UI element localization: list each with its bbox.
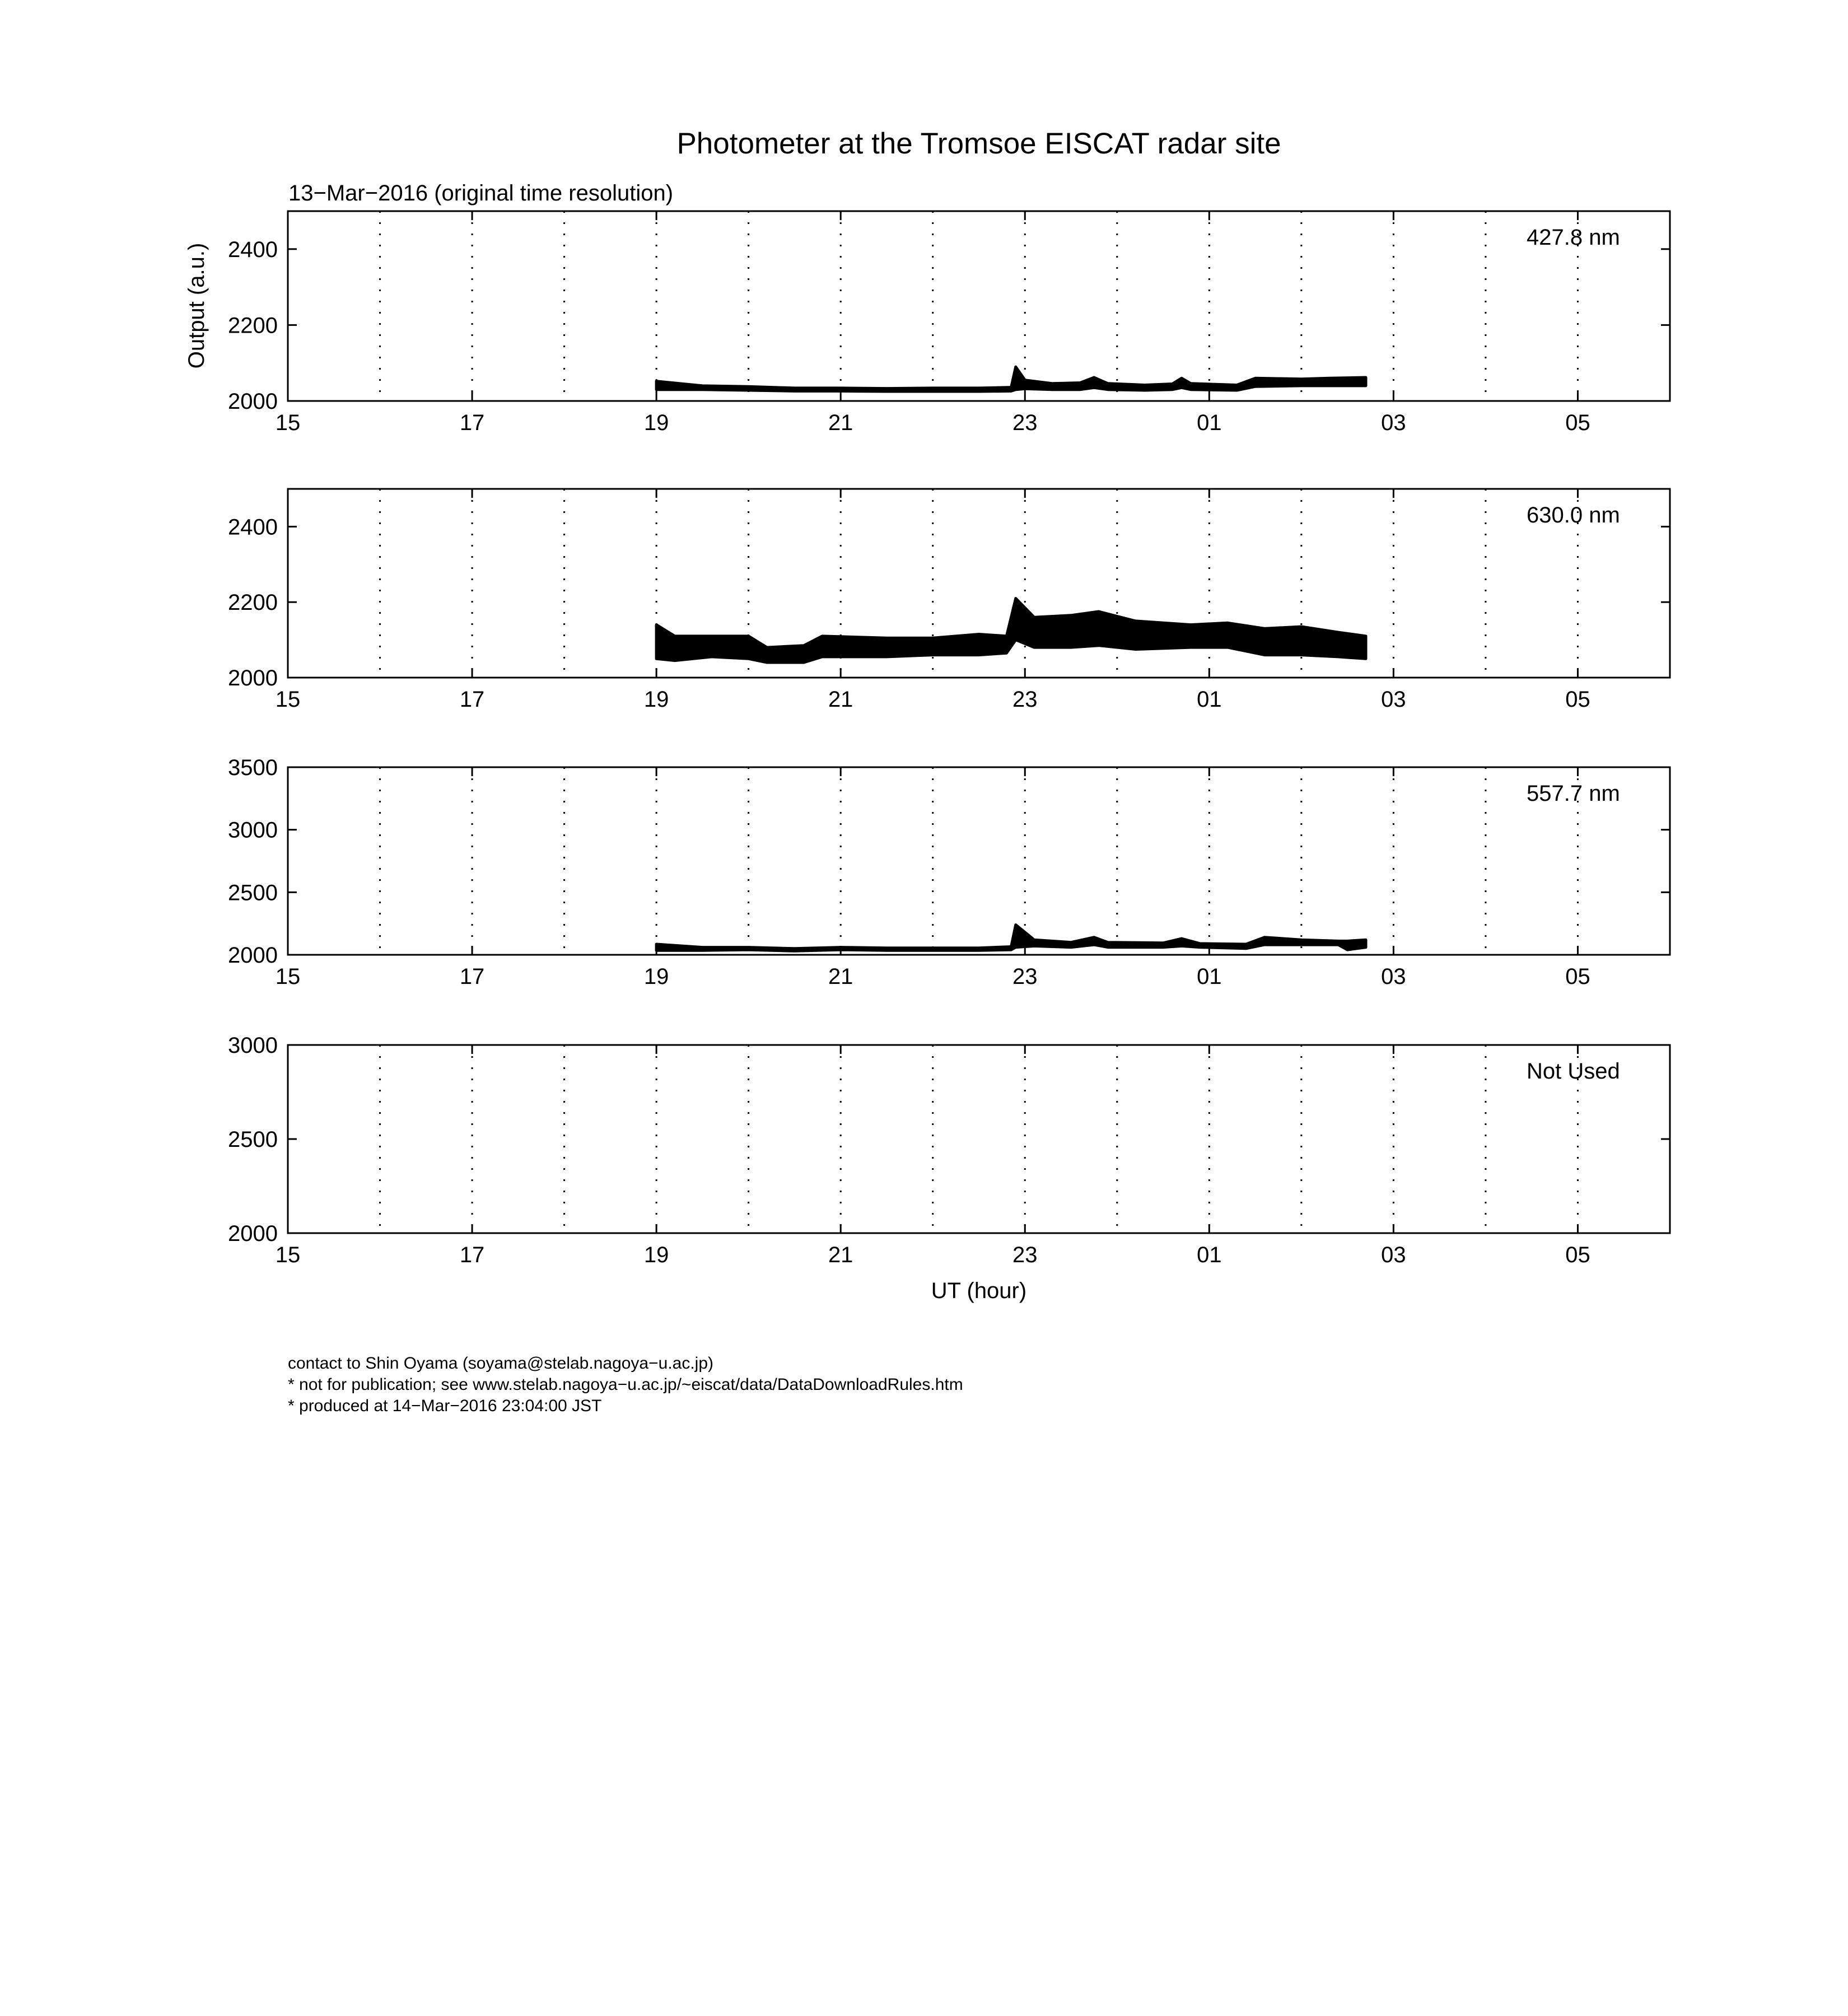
x-tick-label: 15 xyxy=(275,410,301,435)
x-tick-label: 15 xyxy=(275,687,301,712)
x-tick-label: 21 xyxy=(828,964,853,989)
data-trace xyxy=(656,925,1366,951)
x-tick-label: 21 xyxy=(828,1243,853,1267)
x-tick-label: 03 xyxy=(1381,1243,1406,1267)
x-tick-label: 21 xyxy=(828,410,853,435)
y-tick-label: 2500 xyxy=(228,880,278,906)
x-tick-label: 03 xyxy=(1381,964,1406,989)
figure-subtitle: 13−Mar−2016 (original time resolution) xyxy=(288,181,674,206)
x-tick-label: 19 xyxy=(643,1243,669,1267)
panel-label: Not Used xyxy=(1527,1059,1620,1084)
panel-427-8-nm xyxy=(228,211,1670,435)
panel-label: 557.7 nm xyxy=(1527,781,1620,806)
axes-frame xyxy=(288,767,1670,955)
y-tick-label: 2500 xyxy=(228,1127,278,1152)
y-axis-label: Output (a.u.) xyxy=(184,242,209,369)
y-tick-label: 3000 xyxy=(228,818,278,843)
axes-frame xyxy=(288,1045,1670,1233)
y-tick-label: 2000 xyxy=(228,1221,278,1246)
x-tick-label: 03 xyxy=(1381,410,1406,435)
x-axis-label: UT (hour) xyxy=(931,1278,1027,1303)
data-trace xyxy=(656,599,1366,663)
panel-630-0-nm xyxy=(228,489,1670,712)
axes-frame xyxy=(288,211,1670,401)
x-tick-label: 19 xyxy=(643,964,669,989)
x-tick-label: 15 xyxy=(275,1243,301,1267)
panel-557-7-nm xyxy=(228,755,1670,989)
y-tick-label: 3000 xyxy=(228,1033,278,1058)
footer-line-produced: * produced at 14−Mar−2016 23:04:00 JST xyxy=(288,1397,602,1415)
panel-label: 630.0 nm xyxy=(1527,503,1620,528)
x-tick-label: 21 xyxy=(828,687,853,712)
x-tick-label: 17 xyxy=(459,1243,485,1267)
footer-line-rules: * not for publication; see www.stelab.nagoya−u.ac.jp/~eiscat/data/DataDownloadRules.htm xyxy=(288,1375,963,1394)
y-tick-label: 2200 xyxy=(228,590,278,615)
x-tick-label: 23 xyxy=(1012,1243,1038,1267)
x-tick-label: 19 xyxy=(643,410,669,435)
x-tick-label: 05 xyxy=(1565,1243,1590,1267)
x-tick-label: 01 xyxy=(1197,410,1222,435)
y-tick-label: 2000 xyxy=(228,666,278,690)
data-trace xyxy=(656,367,1366,391)
x-tick-label: 23 xyxy=(1012,687,1038,712)
y-tick-label: 2400 xyxy=(228,515,278,540)
y-tick-label: 3500 xyxy=(228,755,278,780)
x-tick-label: 05 xyxy=(1565,410,1590,435)
x-tick-label: 03 xyxy=(1381,687,1406,712)
y-tick-label: 2400 xyxy=(228,237,278,262)
footer-line-contact: contact to Shin Oyama (soyama@stelab.nagoya−u.ac.jp) xyxy=(288,1354,714,1373)
panel-not-used xyxy=(228,1033,1670,1267)
x-tick-label: 01 xyxy=(1197,964,1222,989)
x-tick-label: 01 xyxy=(1197,687,1222,712)
y-tick-label: 2000 xyxy=(228,389,278,414)
x-tick-label: 17 xyxy=(459,687,485,712)
x-tick-label: 05 xyxy=(1565,964,1590,989)
x-tick-label: 23 xyxy=(1012,964,1038,989)
panel-label: 427.8 nm xyxy=(1527,225,1620,250)
x-tick-label: 01 xyxy=(1197,1243,1222,1267)
x-tick-label: 19 xyxy=(643,687,669,712)
y-tick-label: 2000 xyxy=(228,943,278,968)
figure-title: Photometer at the Tromsoe EISCAT radar site xyxy=(676,127,1281,160)
x-tick-label: 15 xyxy=(275,964,301,989)
x-tick-label: 05 xyxy=(1565,687,1590,712)
y-tick-label: 2200 xyxy=(228,313,278,338)
x-tick-label: 17 xyxy=(459,964,485,989)
x-tick-label: 23 xyxy=(1012,410,1038,435)
x-tick-label: 17 xyxy=(459,410,485,435)
